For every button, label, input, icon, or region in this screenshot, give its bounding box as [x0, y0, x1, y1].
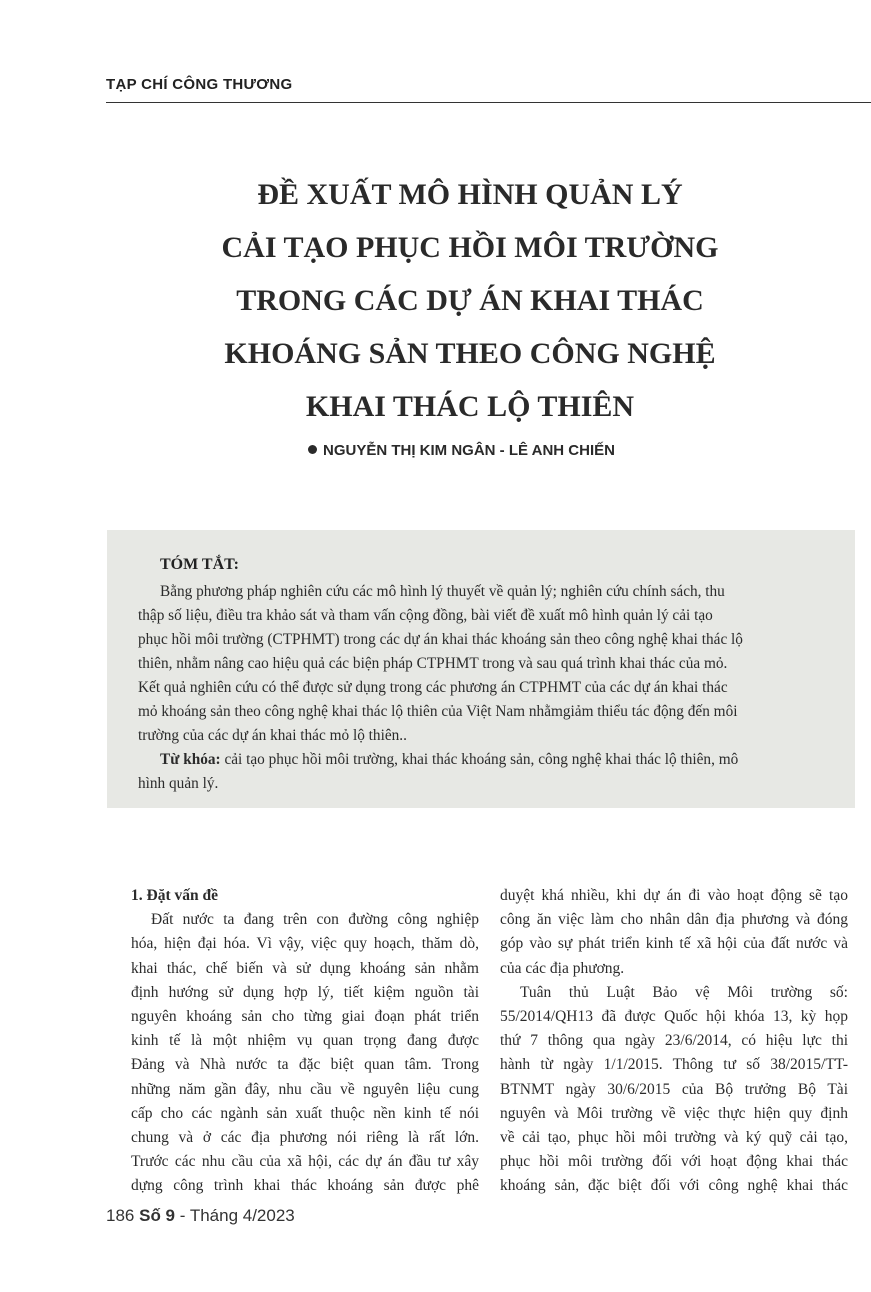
body-line: phục hồi môi trường đối với hoạt động khai thác [500, 1153, 848, 1171]
abstract-line: phục hồi môi trường (CTPHMT) trong các dự án khai thác khoáng sản theo công nghệ khai thác lộ [138, 631, 743, 648]
keywords-line: hình quản lý. [138, 775, 219, 792]
abstract-line: mỏ khoáng sản theo công nghệ khai thác lộ thiên của Việt Nam nhằmgiảm thiểu tác động đến môi [138, 703, 738, 720]
body-line: Đảng và Nhà nước ta đặc biệt quan tâm. Trong [131, 1056, 479, 1074]
body-line: khai thác, chế biến và sử dụng khoáng sản nhằm [131, 959, 479, 977]
body-line: chung và ở các địa phương nói riêng là rất lớn. [131, 1129, 479, 1147]
body-line: của các địa phương. [500, 959, 625, 977]
abstract-line: Kết quả nghiên cứu có thể được sử dụng trong các phương án CTPHMT của các dự án khai thác [138, 679, 728, 696]
journal-name: TẠP CHÍ CÔNG THƯƠNG [106, 76, 293, 93]
abstract-line: thiên, nhằm nâng cao hiệu quả các biện pháp CTPHMT trong và sau quá trình khai thác của mỏ. [138, 655, 728, 672]
title-line: KHOÁNG SẢN THEO CÔNG NGHỆ [224, 337, 716, 370]
body-line: Đất nước ta đang trên con đường công nghiệp [151, 911, 479, 929]
body-line: nguyên khoáng sản cho từng giai đoạn phát triển [131, 1008, 479, 1026]
issue-number: Số 9 [139, 1206, 176, 1225]
page-footer [106, 1206, 295, 1226]
body-line: cấp cho các ngành sản xuất thuộc nền kinh tế nói [131, 1104, 479, 1122]
body-column-left [131, 884, 479, 1199]
page-number: 186 [106, 1206, 135, 1225]
body-line: 55/2014/QH13 đã được Quốc hội khóa 13, kỳ họp [500, 1008, 848, 1026]
header-rule [106, 102, 871, 103]
body-column-right [500, 884, 848, 1199]
authors: NGUYỄN THỊ KIM NGÂN - LÊ ANH CHIẾN [323, 442, 615, 459]
body-line: dựng công trình khai thác khoáng sản được phê [131, 1177, 479, 1195]
keywords-line [138, 748, 838, 772]
author-line [308, 442, 615, 459]
body-line: duyệt khá nhiều, khi dự án đi vào hoạt động sẽ tạo [500, 887, 848, 904]
abstract-line: thập số liệu, điều tra khảo sát và tham vấn cộng đồng, bài viết đề xuất mô hình quản lý cải tạo [138, 607, 713, 624]
abstract-line: trường của các dự án khai thác mỏ lộ thiên.. [138, 727, 407, 744]
keywords-label: Từ khóa: [160, 751, 221, 768]
body-line: kinh tế là một nhiệm vụ quan trọng đang được [131, 1032, 479, 1050]
abstract-heading: TÓM TẮT: [160, 556, 239, 573]
title-line: CẢI TẠO PHỤC HỒI MÔI TRƯỜNG [221, 231, 719, 264]
body-line: BTNMT ngày 30/6/2015 của Bộ trưởng Bộ Tài [500, 1080, 848, 1098]
issue-date: - Tháng 4/2023 [175, 1206, 295, 1225]
body-line: góp vào sự phát triển kinh tế xã hội của đất nước và [500, 935, 848, 953]
body-line: hóa, hiện đại hóa. Vì vậy, việc quy hoạch, thăm dò, [131, 935, 479, 953]
bullet-icon [308, 445, 317, 454]
article-title [120, 168, 820, 433]
body-line: hành từ ngày 1/1/2015. Thông tư số 38/2015/TT- [500, 1056, 848, 1074]
abstract-line: Bằng phương pháp nghiên cứu các mô hình lý thuyết về quản lý; nghiên cứu chính sách, thu [160, 583, 725, 600]
body-line: thứ 7 thông qua ngày 23/6/2014, có hiệu lực thi [500, 1032, 848, 1050]
body-line: nguyên và Môi trường về việc thực hiện quy định [500, 1104, 848, 1122]
body-line: những năm gần đây, nhu cầu về nguyên liệu cung [131, 1080, 479, 1098]
body-line: khoáng sản, đặc biệt đối với công nghệ khai thác [500, 1177, 848, 1195]
abstract-text [138, 580, 838, 796]
title-line: ĐỀ XUẤT MÔ HÌNH QUẢN LÝ [257, 178, 683, 211]
body-line: về cải tạo, phục hồi môi trường và ký quỹ cải tạo, [500, 1129, 848, 1147]
body-line: Tuân thủ Luật Bảo vệ Môi trường số: [520, 983, 848, 1001]
body-line: Trước các nhu cầu của xã hội, các dự án đầu tư xây [131, 1153, 479, 1171]
section-heading: 1. Đặt vấn đề [131, 887, 218, 904]
keywords-text: cải tạo phục hồi môi trường, khai thác khoáng sản, công nghệ khai thác lộ thiên, mô [220, 751, 739, 768]
body-line: định hướng sử dụng hợp lý, tiết kiệm nguồn tài [131, 983, 479, 1001]
title-line: TRONG CÁC DỰ ÁN KHAI THÁC [236, 284, 704, 317]
body-line: công ăn việc làm cho nhân dân địa phương và đóng [500, 911, 848, 929]
title-line: KHAI THÁC LỘ THIÊN [305, 390, 635, 423]
